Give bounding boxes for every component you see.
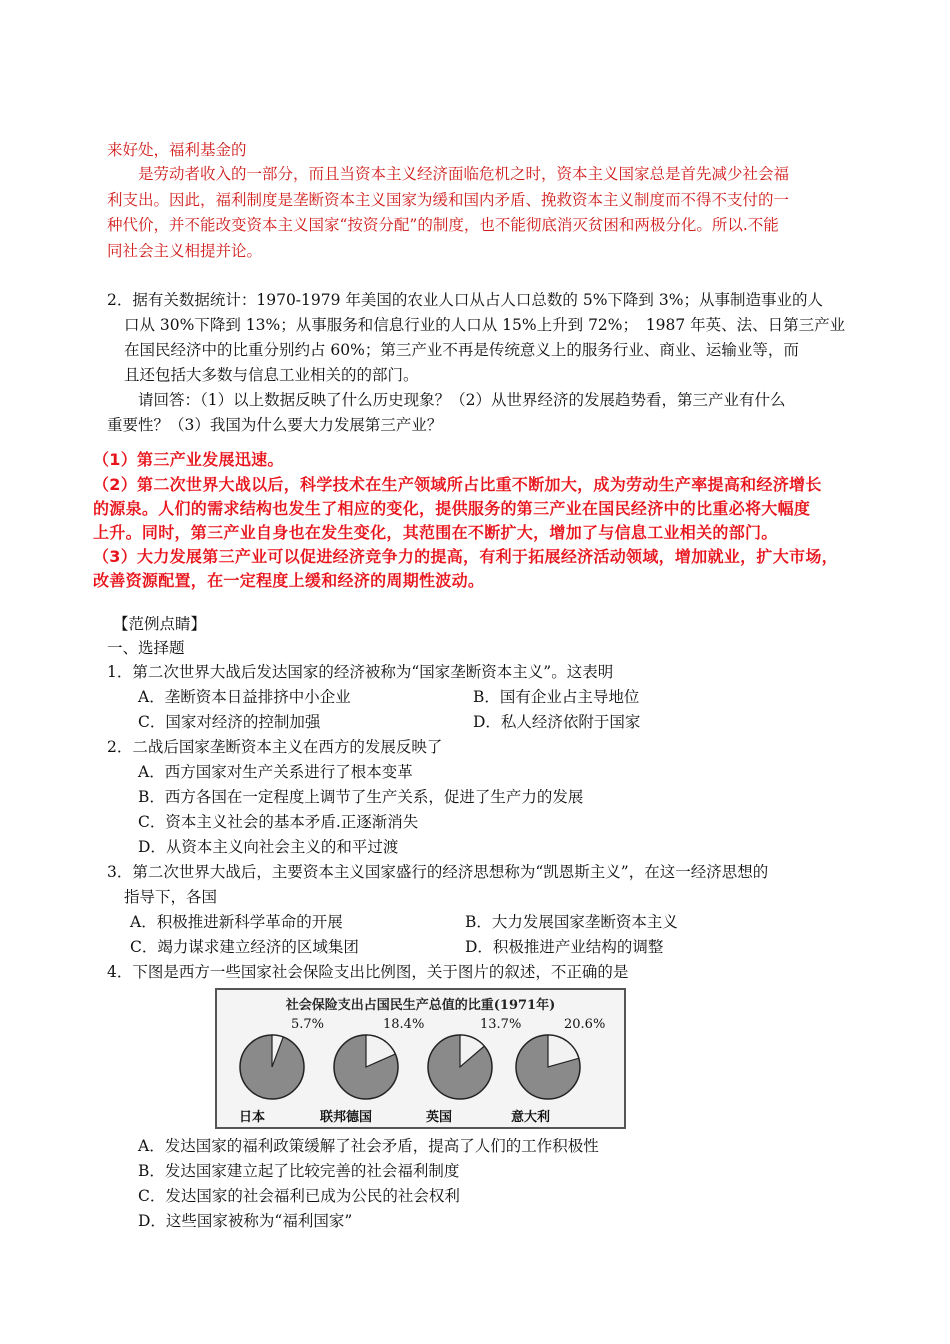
pie-charts-svg xyxy=(217,990,624,1127)
section-subheading: 一、选择题 xyxy=(107,639,185,657)
answer-1-line-1: 来好处，福利基金的 xyxy=(107,141,247,159)
mc-q1-option-a: A．垄断资本日益排挤中小企业 xyxy=(138,688,351,706)
pie-label-west-germany: 18.4% xyxy=(383,1017,425,1032)
answer-1-line-2: 是劳动者收入的一部分，而且当资本主义经济面临危机之时，资本主义国家总是首先减少社会福 xyxy=(138,165,790,183)
mc-q4-option-d: D．这些国家被称为“福利国家” xyxy=(138,1212,353,1230)
question-2-line-1: 2．据有关数据统计：1970-1979 年美国的农业人口从占人口总数的 5%下降到 3%；从事制造事业的人 xyxy=(107,291,823,309)
section-heading: 【范例点睛】 xyxy=(113,615,207,633)
mc-q1-option-c: C．国家对经济的控制加强 xyxy=(138,713,321,731)
answer-2-line-4: 上升。同时，第三产业自身也在发生变化，其范围在不断扩大，增加了与信息工业相关的部门。 xyxy=(93,523,778,542)
mc-q2-option-c: C．资本主义社会的基本矛盾.正逐渐消失 xyxy=(138,813,419,831)
mc-q3-option-b: B．大力发展国家垄断资本主义 xyxy=(465,913,678,931)
mc-question-3-line-2: 指导下，各国 xyxy=(124,888,218,906)
mc-q4-option-b: B．发达国家建立起了比较完善的社会福利制度 xyxy=(138,1162,460,1180)
question-2-line-2: 口从 30%下降到 13%；从事服务和信息行业的人口从 15%上升到 72%； 1987 年英、法、日第三产业 xyxy=(124,316,846,334)
mc-question-1: 1．第二次世界大战后发达国家的经济被称为“国家垄断资本主义”。这表明 xyxy=(107,663,614,681)
question-2-line-3: 在国民经济中的比重分别约占 60%；第三产业不再是传统意义上的服务行业、商业、运输业等，而 xyxy=(124,341,799,359)
mc-question-3-line-1: 3．第二次世界大战后，主要资本主义国家盛行的经济思想称为“凯恩斯主义”，在这一经济思想的 xyxy=(107,863,769,881)
pie-label-japan: 5.7% xyxy=(291,1017,325,1032)
answer-2-line-2: （2）第二次世界大战以后，科学技术在生产领域所占比重不断加大，成为劳动生产率提高和经济增长 xyxy=(93,475,822,494)
question-2-line-6: 重要性？（3）我国为什么要大力发展第三产业？ xyxy=(107,416,443,434)
mc-q3-option-c: C．竭力谋求建立经济的区域集团 xyxy=(130,938,359,956)
question-2-line-4: 且还包括大多数与信息工业相关的的部门。 xyxy=(124,366,419,384)
mc-q2-option-a: A．西方国家对生产关系进行了根本变革 xyxy=(138,763,413,781)
mc-question-4: 4．下图是西方一些国家社会保险支出比例图，关于图片的叙述，不正确的是 xyxy=(107,963,629,981)
pie-country-italy: 意大利 xyxy=(511,1110,551,1125)
mc-q2-option-d: D．从资本主义向社会主义的和平过渡 xyxy=(138,838,399,856)
answer-2-line-3: 的源泉。人们的需求结构也发生了相应的变化，提供服务的第三产业在国民经济中的比重必将大幅度 xyxy=(93,499,811,518)
pie-country-japan: 日本 xyxy=(239,1110,266,1125)
mc-q3-option-d: D．积极推进产业结构的调整 xyxy=(465,938,664,956)
mc-q2-option-b: B．西方各国在一定程度上调节了生产关系，促进了生产力的发展 xyxy=(138,788,584,806)
answer-2-line-5: （3）大力发展第三产业可以促进经济竞争力的提高，有利于拓展经济活动领域，增加就业，扩大市场， xyxy=(93,547,838,566)
mc-q1-option-d: D．私人经济依附于国家 xyxy=(473,713,641,731)
pie-country-west-germany: 联邦德国 xyxy=(320,1110,373,1125)
answer-1-line-4: 种代价，并不能改变资本主义国家“按资分配”的制度，也不能彻底消灭贫困和两极分化。所以.不能 xyxy=(107,216,779,234)
chart-title: 社会保险支出占国民生产总值的比重(1971年) xyxy=(285,998,556,1013)
answer-2-line-1: （1）第三产业发展迅速。 xyxy=(93,450,284,469)
pie-label-italy: 20.6% xyxy=(564,1017,606,1032)
mc-q4-option-a: A．发达国家的福利政策缓解了社会矛盾，提高了人们的工作积极性 xyxy=(138,1137,599,1155)
question-2-line-5: 请回答：（1）以上数据反映了什么历史现象？（2）从世界经济的发展趋势看，第三产业有什么 xyxy=(138,391,786,409)
answer-2-line-6: 改善资源配置，在一定程度上缓和经济的周期性波动。 xyxy=(93,571,485,590)
mc-q4-option-c: C．发达国家的社会福利已成为公民的社会权利 xyxy=(138,1187,460,1205)
mc-q3-option-a: A．积极推进新科学革命的开展 xyxy=(130,913,343,931)
pie-country-uk: 英国 xyxy=(426,1110,453,1125)
answer-1-line-3: 利支出。因此，福利制度是垄断资本主义国家为缓和国内矛盾、挽救资本主义制度而不得不支付的一 xyxy=(107,191,790,209)
social-insurance-pie-figure xyxy=(215,988,626,1129)
mc-question-2: 2．二战后国家垄断资本主义在西方的发展反映了 xyxy=(107,738,443,756)
answer-1-line-5: 同社会主义相提并论。 xyxy=(107,242,263,260)
mc-q1-option-b: B．国有企业占主导地位 xyxy=(473,688,640,706)
pie-label-uk: 13.7% xyxy=(480,1017,522,1032)
